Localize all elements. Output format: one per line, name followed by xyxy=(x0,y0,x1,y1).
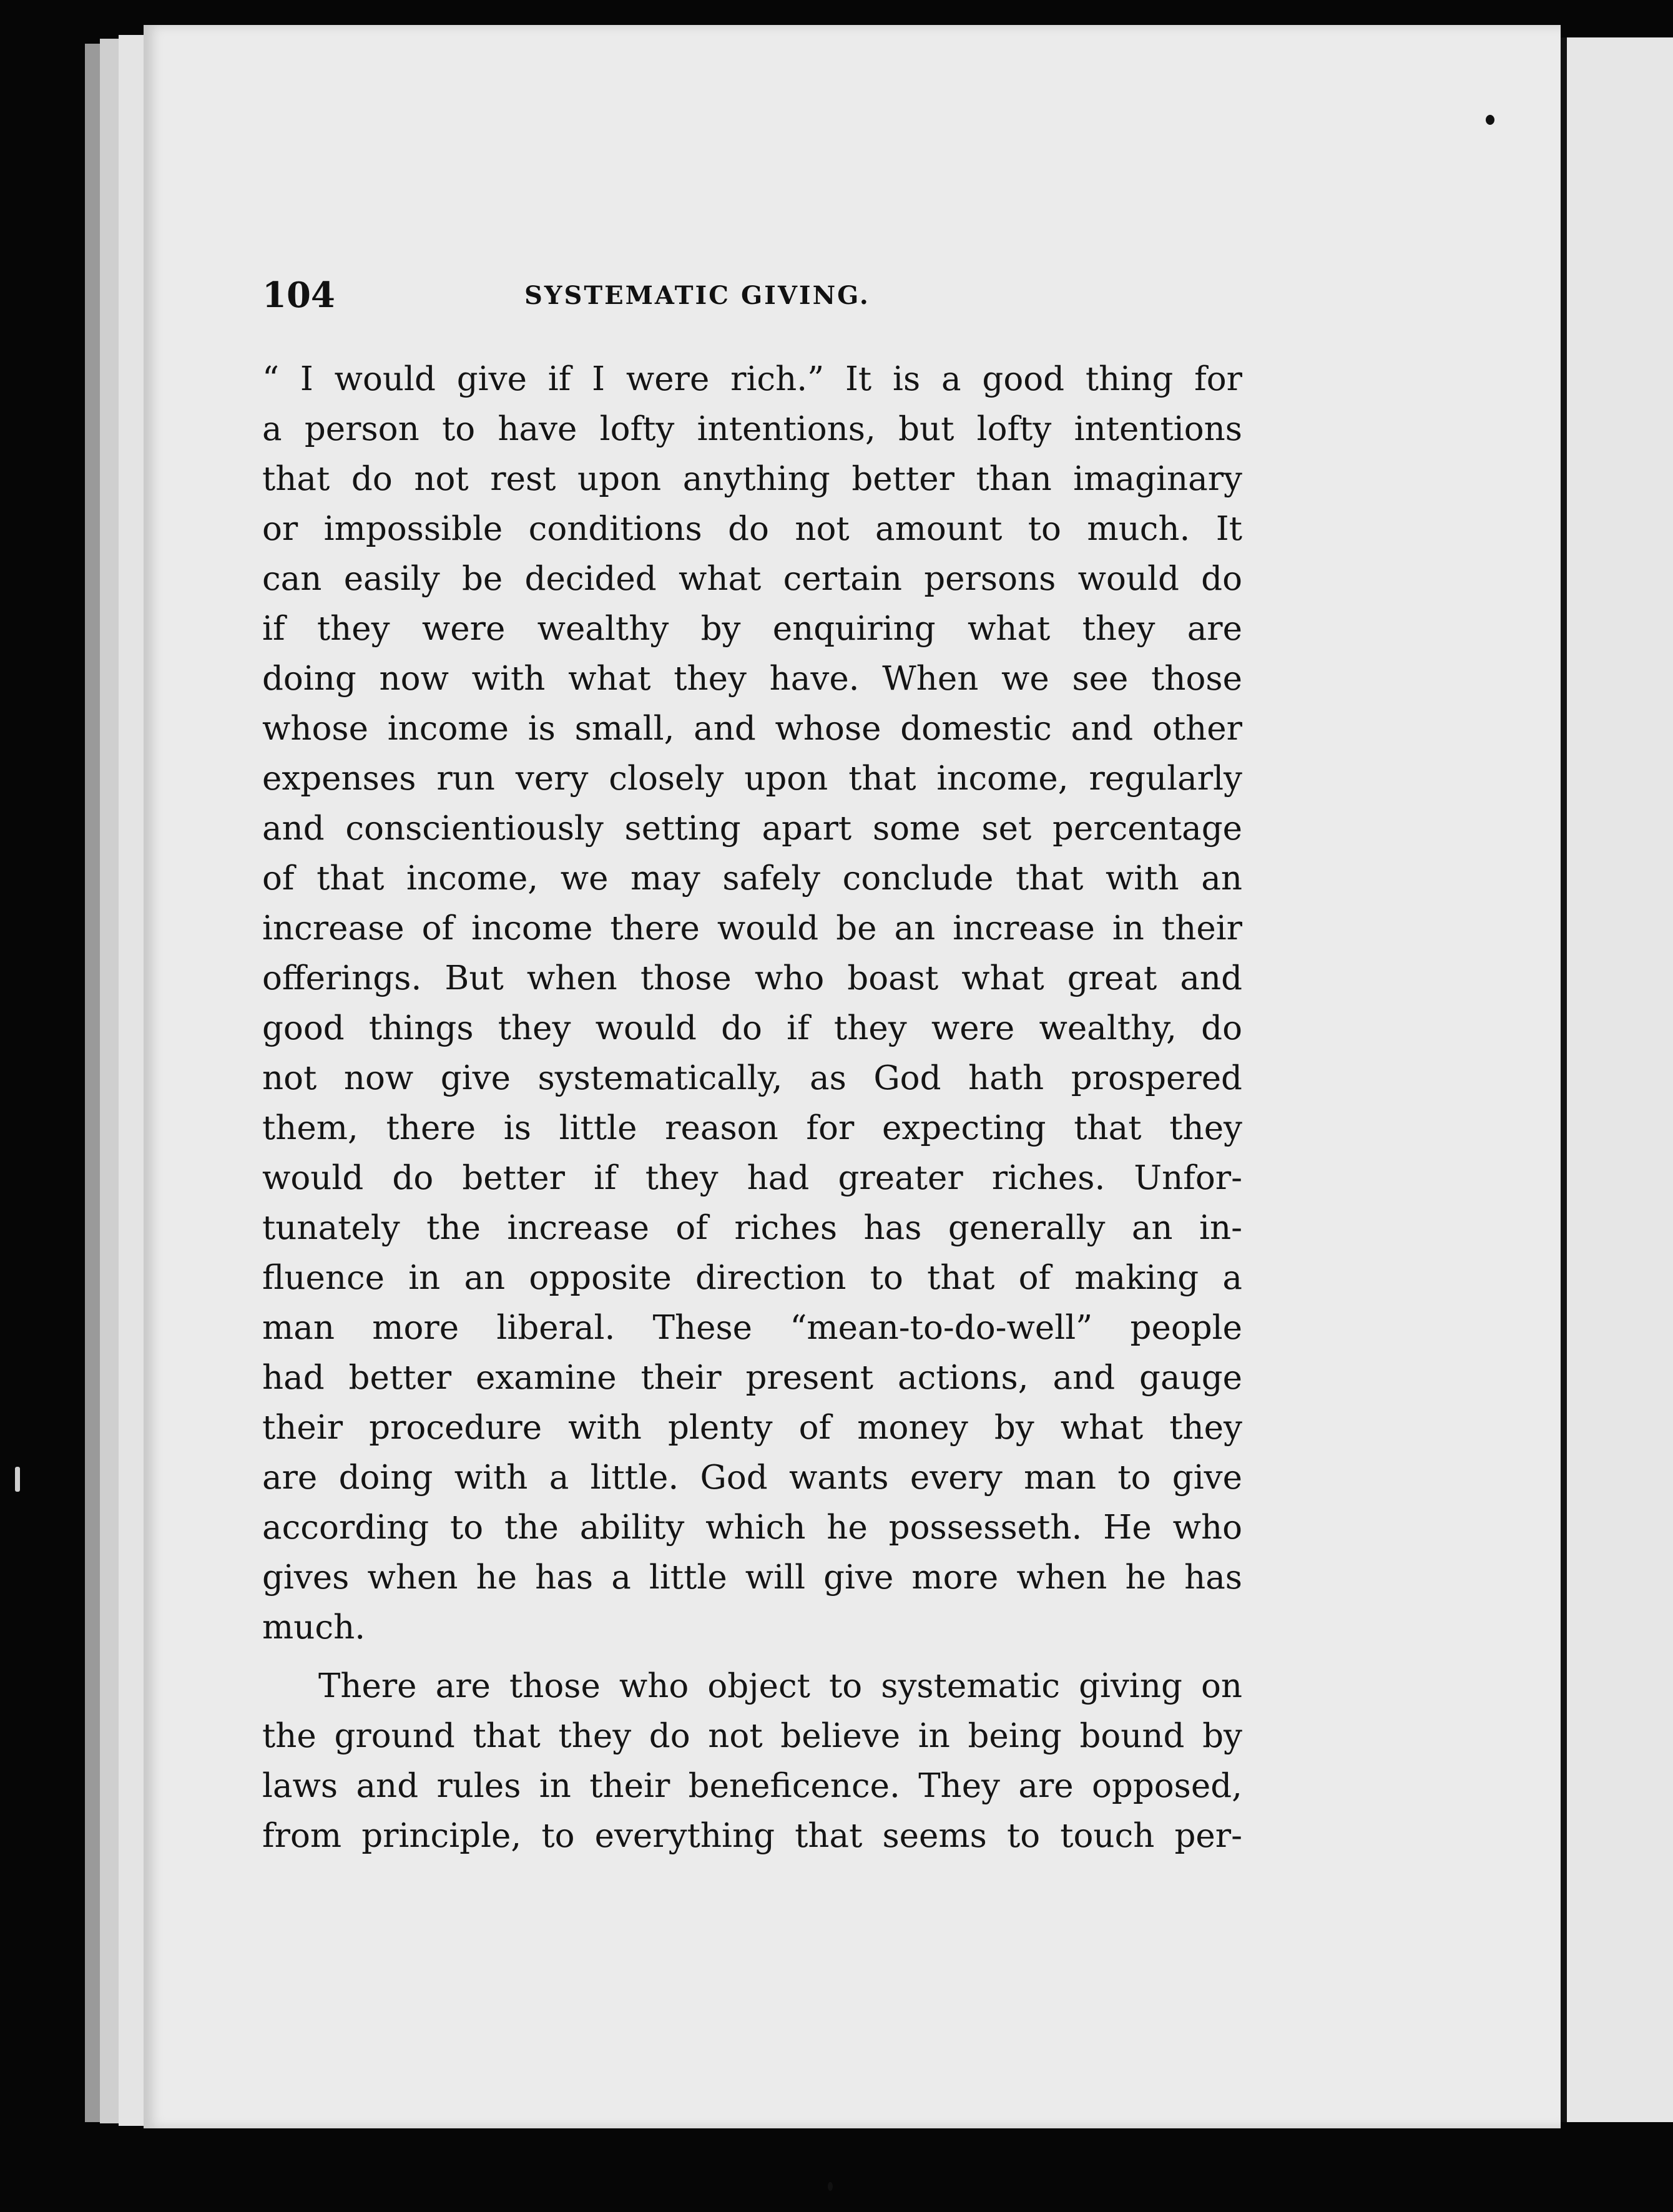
text-line: not now give systematically, as God hath prospered xyxy=(262,1059,1242,1097)
text-line: or impossible conditions do not amount to much. It xyxy=(262,510,1242,548)
text-line: and conscientiously setting apart some set percentage xyxy=(262,810,1242,848)
text-line: whose income is small, and whose domestic and other xyxy=(262,710,1242,748)
text-line: increase of income there would be an increase in their xyxy=(262,909,1242,947)
text-line: offerings. But when those who boast what great and xyxy=(262,959,1242,997)
ink-speck xyxy=(1486,115,1494,125)
running-title: SYSTEMATIC GIVING. xyxy=(524,281,870,310)
ink-speck xyxy=(828,2182,833,2191)
text-line: There are those who object to systematic giving on xyxy=(318,1667,1242,1705)
page-number: 104 xyxy=(262,275,335,316)
text-line: if they were wealthy by enquiring what they are xyxy=(262,610,1242,648)
ink-speck xyxy=(15,1467,20,1492)
text-line: of that income, we may safely conclude that with an xyxy=(262,859,1242,898)
text-line: had better examine their present actions, and gauge xyxy=(262,1359,1242,1397)
text-line: are doing with a little. God wants every man to give xyxy=(262,1459,1242,1497)
text-line: according to the ability which he possesseth. He who xyxy=(262,1509,1242,1547)
text-line: their procedure with plenty of money by what they xyxy=(262,1409,1242,1447)
text-line: gives when he has a little will give more when he has xyxy=(262,1559,1242,1597)
text-line: laws and rules in their beneficence. They are opposed, xyxy=(262,1767,1242,1805)
text-line: a person to have lofty intentions, but lofty intentions xyxy=(262,410,1242,448)
text-line: tunately the increase of riches has generally an in- xyxy=(262,1209,1242,1247)
text-line: good things they would do if they were wealthy, do xyxy=(262,1009,1242,1047)
text-line: “ I would give if I were rich.” It is a good thing for xyxy=(262,360,1242,398)
text-line: from principle, to everything that seems to touch per- xyxy=(262,1817,1242,1855)
body-text xyxy=(262,355,1242,1861)
text-line: fluence in an opposite direction to that of making a xyxy=(262,1259,1242,1297)
text-line: expenses run very closely upon that income, regularly xyxy=(262,760,1242,798)
text-line: much. xyxy=(262,1608,366,1647)
running-head xyxy=(262,275,1199,318)
text-line: them, there is little reason for expecting that they xyxy=(262,1109,1242,1147)
text-line: that do not rest upon anything better than imaginary xyxy=(262,460,1242,498)
text-line: doing now with what they have. When we see those xyxy=(262,660,1242,698)
facing-page-edge xyxy=(1561,37,1673,2122)
text-line: can easily be decided what certain persons would do xyxy=(262,560,1242,598)
text-line: man more liberal. These “mean-to-do-well” people xyxy=(262,1309,1242,1347)
text-line: would do better if they had greater riches. Unfor- xyxy=(262,1159,1242,1197)
text-line: the ground that they do not believe in being bound by xyxy=(262,1717,1242,1755)
